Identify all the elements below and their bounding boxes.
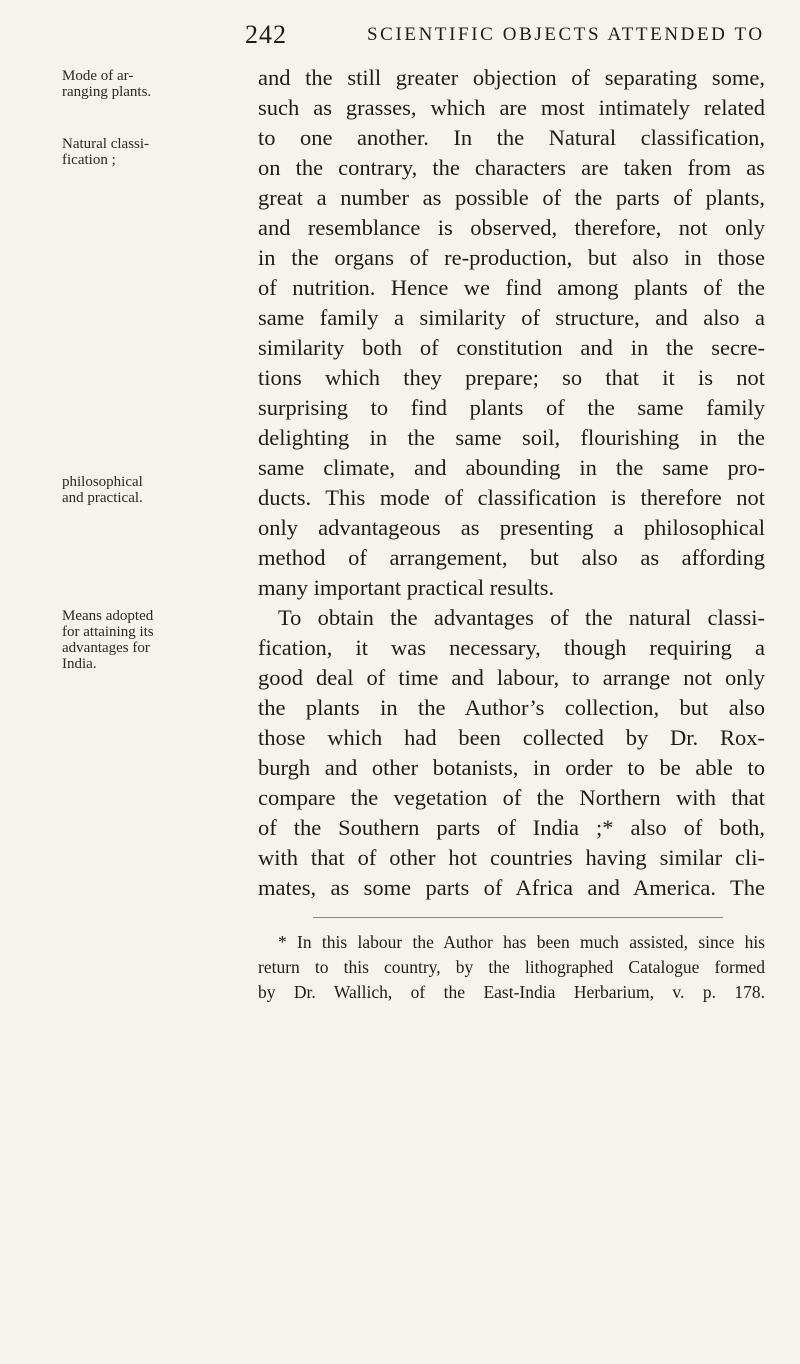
margin-note-mode-of-arranging (62, 68, 222, 100)
footnote-line: return to this country, by the lithographed Catalogue formed (258, 957, 765, 977)
page-header (245, 20, 765, 60)
body-line: same family a similarity of structure, and also a (258, 305, 765, 330)
body-line: burgh and other botanists, in order to be able to (258, 755, 765, 780)
margin-note-line: philosophical (62, 474, 143, 490)
margin-note-line: Natural classi- (62, 136, 150, 152)
body-line: delighting in the same soil, flourishing in the (258, 425, 765, 450)
footnote-line: * In this labour the Author has been much assisted, since his (278, 932, 765, 952)
margin-note-line: and practical. (62, 490, 143, 506)
running-head: SCIENTIFIC OBJECTS ATTENDED TO (367, 24, 765, 45)
margin-note-line: ranging plants. (62, 84, 152, 100)
body-line: mates, as some parts of Africa and America. The (258, 875, 765, 900)
body-line: the plants in the Author’s collection, but also (258, 695, 765, 720)
body-line: those which had been collected by Dr. Rox- (258, 725, 765, 750)
body-line: great a number as possible of the parts of plants, (258, 185, 765, 210)
body-line: to one another. In the Natural classification, (258, 125, 765, 150)
body-line: and resemblance is observed, therefore, not only (258, 215, 765, 240)
body-line: such as grasses, which are most intimately related (258, 95, 765, 120)
body-line: surprising to find plants of the same family (258, 395, 765, 420)
margin-note-line: Mode of ar- (62, 68, 134, 84)
body-line: with that of other hot countries having similar cli- (258, 845, 765, 870)
body-line: method of arrangement, but also as affording (258, 545, 765, 570)
margin-note-philosophical (62, 474, 222, 506)
body-line: good deal of time and labour, to arrange not only (258, 665, 765, 690)
body-line: similarity both of constitution and in the secre- (258, 335, 765, 360)
body-line: of nutrition. Hence we find among plants of the (258, 275, 765, 300)
body-line: only advantageous as presenting a philosophical (258, 515, 765, 540)
margin-note-means-adopted (62, 608, 222, 672)
body-line: of the Southern parts of India ;* also of both, (258, 815, 765, 840)
margin-note-line: Means adopted (62, 608, 154, 624)
body-line: and the still greater objection of separating some, (258, 65, 765, 90)
body-line: ducts. This mode of classification is therefore not (258, 485, 765, 510)
margin-note-line: India. (62, 656, 97, 672)
margin-note-natural-classification (62, 136, 222, 168)
body-line: same climate, and abounding in the same pro- (258, 455, 765, 480)
page-number: 242 (245, 20, 287, 49)
footnote-divider (313, 917, 723, 918)
body-line: in the organs of re-production, but also in those (258, 245, 765, 270)
body-line: fication, it was necessary, though requiring a (258, 635, 765, 660)
margin-note-line: advantages for (62, 640, 150, 656)
footnote-line: by Dr. Wallich, of the East-India Herbarium, v. p. 178. (258, 982, 765, 1002)
body-line: many important practical results. (258, 575, 555, 600)
body-line: To obtain the advantages of the natural classi- (278, 605, 765, 630)
body-line: compare the vegetation of the Northern with that (258, 785, 765, 810)
margin-note-line: for attaining its (62, 624, 154, 640)
margin-note-line: fication ; (62, 152, 116, 168)
body-line: on the contrary, the characters are taken from as (258, 155, 765, 180)
body-line: tions which they prepare; so that it is not (258, 365, 765, 390)
